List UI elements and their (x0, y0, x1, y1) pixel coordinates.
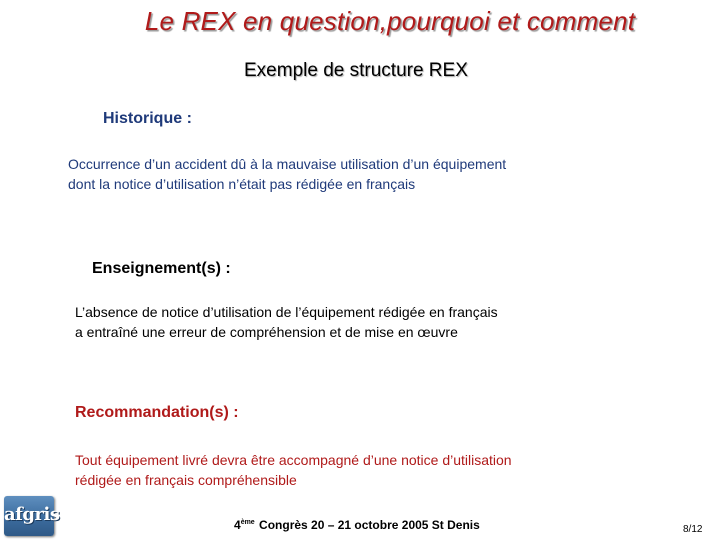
afgris-logo (4, 496, 60, 536)
section-body-enseignements (75, 302, 498, 342)
slide-title: Le REX en question,pourquoi et comment (144, 6, 636, 36)
section-heading-enseignements: Enseignement(s) : (92, 260, 231, 277)
body-line: Tout équipement livré devra être accompagné d’une notice d’utilisation (75, 452, 512, 468)
footer-ordinal: 4 (234, 518, 241, 532)
footer-text: Congrès 20 – 21 octobre 2005 St Denis (259, 518, 480, 532)
footer-ordinal-suffix: ème (240, 519, 255, 526)
logo-text: afgris (4, 504, 60, 525)
footer-event (234, 518, 480, 532)
section-body-recommandations (75, 450, 512, 490)
body-line: rédigée en français compréhensible (75, 472, 297, 488)
section-heading-recommandations: Recommandation(s) : (75, 404, 239, 421)
slide-subtitle: Exemple de structure REX (244, 60, 468, 81)
section-heading-historique: Historique : (103, 110, 192, 127)
page-number: 8/12 (683, 524, 703, 535)
body-line: dont la notice d’utilisation n’était pas rédigée en français (68, 176, 416, 192)
body-line: a entraîné une erreur de compréhension et de mise en œuvre (75, 324, 458, 340)
body-line: L’absence de notice d’utilisation de l’équipement rédigée en français (75, 304, 498, 320)
section-body-historique (68, 154, 506, 194)
body-line: Occurrence d’un accident dû à la mauvaise utilisation d’un équipement (68, 156, 507, 172)
